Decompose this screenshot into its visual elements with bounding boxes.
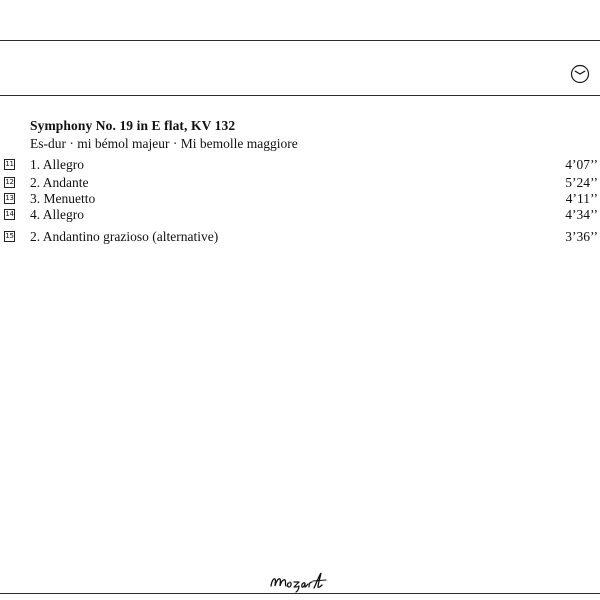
track-duration: 3’36’’ (565, 229, 598, 244)
track-duration: 4’34’’ (565, 207, 598, 222)
top-rule (0, 40, 600, 41)
track-number-badge: 15 (5, 232, 14, 240)
track-row (0, 175, 600, 192)
work-title: Symphony No. 19 in E flat, KV 132 (30, 118, 236, 133)
track-title: 2. Andante (30, 175, 89, 190)
track-title: 4. Allegro (30, 207, 84, 222)
track-duration: 4’07’’ (565, 157, 598, 172)
clock-icon (570, 64, 590, 84)
mozart-signature-logo (268, 570, 332, 594)
track-title: 1. Allegro (30, 157, 84, 172)
bottom-rule (0, 593, 600, 594)
track-row (0, 191, 600, 208)
track-duration: 4’11’’ (565, 191, 598, 206)
track-row (0, 157, 600, 174)
track-number-badge: 14 (5, 210, 14, 218)
track-duration: 5’24’’ (565, 175, 598, 190)
track-number-badge: 11 (5, 160, 14, 168)
track-number-badge: 13 (5, 194, 14, 202)
track-number-badge: 12 (5, 178, 14, 186)
header-rule (0, 95, 600, 96)
track-title: 2. Andantino grazioso (alternative) (30, 229, 219, 244)
track-title: 3. Menuetto (30, 191, 96, 206)
track-row (0, 207, 600, 224)
track-row (0, 229, 600, 246)
work-subtitle: Es-dur · mi bémol majeur · Mi bemolle maggiore (30, 136, 298, 151)
